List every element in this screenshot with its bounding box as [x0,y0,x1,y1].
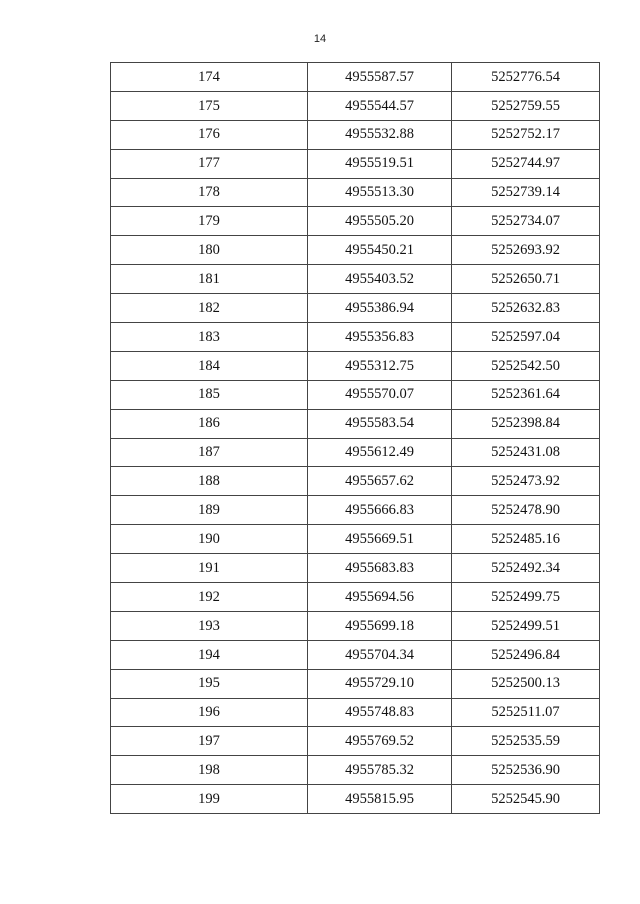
point-number-cell: 184 [111,351,308,380]
y-coordinate-cell: 5252734.07 [452,207,600,236]
y-coordinate-cell: 5252492.34 [452,554,600,583]
y-coordinate-cell: 5252776.54 [452,63,600,92]
y-coordinate-cell: 5252473.92 [452,467,600,496]
table-row [111,669,600,698]
y-coordinate-cell: 5252398.84 [452,409,600,438]
point-number-cell: 197 [111,727,308,756]
y-coordinate-cell: 5252496.84 [452,640,600,669]
x-coordinate-cell: 4955532.88 [308,120,452,149]
point-number-cell: 196 [111,698,308,727]
x-coordinate-cell: 4955785.32 [308,756,452,785]
x-coordinate-cell: 4955699.18 [308,611,452,640]
x-coordinate-cell: 4955544.57 [308,91,452,120]
table-row [111,727,600,756]
table-row [111,265,600,294]
page-number: 14 [313,33,327,45]
point-number-cell: 195 [111,669,308,698]
y-coordinate-cell: 5252542.50 [452,351,600,380]
point-number-cell: 189 [111,496,308,525]
point-number-cell: 192 [111,583,308,612]
point-number-cell: 198 [111,756,308,785]
table-row [111,294,600,323]
point-number-cell: 185 [111,380,308,409]
x-coordinate-cell: 4955657.62 [308,467,452,496]
x-coordinate-cell: 4955513.30 [308,178,452,207]
y-coordinate-cell: 5252752.17 [452,120,600,149]
y-coordinate-cell: 5252361.64 [452,380,600,409]
y-coordinate-cell: 5252650.71 [452,265,600,294]
point-number-cell: 181 [111,265,308,294]
x-coordinate-cell: 4955729.10 [308,669,452,698]
y-coordinate-cell: 5252739.14 [452,178,600,207]
x-coordinate-cell: 4955683.83 [308,554,452,583]
table-row [111,63,600,92]
point-number-cell: 183 [111,323,308,352]
point-number-cell: 179 [111,207,308,236]
x-coordinate-cell: 4955704.34 [308,640,452,669]
x-coordinate-cell: 4955570.07 [308,380,452,409]
x-coordinate-cell: 4955815.95 [308,785,452,814]
x-coordinate-cell: 4955386.94 [308,294,452,323]
x-coordinate-cell: 4955505.20 [308,207,452,236]
x-coordinate-cell: 4955450.21 [308,236,452,265]
x-coordinate-cell: 4955587.57 [308,63,452,92]
point-number-cell: 180 [111,236,308,265]
table-row [111,236,600,265]
table-row [111,611,600,640]
table-row [111,323,600,352]
y-coordinate-cell: 5252499.51 [452,611,600,640]
y-coordinate-cell: 5252597.04 [452,323,600,352]
y-coordinate-cell: 5252759.55 [452,91,600,120]
table-row [111,149,600,178]
table-row [111,756,600,785]
point-number-cell: 188 [111,467,308,496]
point-number-cell: 174 [111,63,308,92]
point-number-cell: 187 [111,438,308,467]
table-row [111,640,600,669]
table-row [111,351,600,380]
point-number-cell: 193 [111,611,308,640]
table-row [111,467,600,496]
x-coordinate-cell: 4955748.83 [308,698,452,727]
y-coordinate-cell: 5252536.90 [452,756,600,785]
coordinates-table [110,62,600,814]
table-row [111,120,600,149]
x-coordinate-cell: 4955669.51 [308,525,452,554]
point-number-cell: 190 [111,525,308,554]
point-number-cell: 176 [111,120,308,149]
coordinates-table-body [111,63,600,814]
table-row [111,438,600,467]
point-number-cell: 175 [111,91,308,120]
y-coordinate-cell: 5252632.83 [452,294,600,323]
y-coordinate-cell: 5252499.75 [452,583,600,612]
table-row [111,207,600,236]
y-coordinate-cell: 5252693.92 [452,236,600,265]
y-coordinate-cell: 5252478.90 [452,496,600,525]
table-row [111,554,600,583]
point-number-cell: 186 [111,409,308,438]
y-coordinate-cell: 5252535.59 [452,727,600,756]
x-coordinate-cell: 4955312.75 [308,351,452,380]
table-row [111,785,600,814]
x-coordinate-cell: 4955694.56 [308,583,452,612]
y-coordinate-cell: 5252511.07 [452,698,600,727]
x-coordinate-cell: 4955666.83 [308,496,452,525]
x-coordinate-cell: 4955403.52 [308,265,452,294]
table-row [111,496,600,525]
table-row [111,178,600,207]
point-number-cell: 182 [111,294,308,323]
x-coordinate-cell: 4955769.52 [308,727,452,756]
x-coordinate-cell: 4955612.49 [308,438,452,467]
y-coordinate-cell: 5252744.97 [452,149,600,178]
point-number-cell: 178 [111,178,308,207]
x-coordinate-cell: 4955356.83 [308,323,452,352]
point-number-cell: 177 [111,149,308,178]
table-row [111,525,600,554]
point-number-cell: 199 [111,785,308,814]
point-number-cell: 191 [111,554,308,583]
x-coordinate-cell: 4955519.51 [308,149,452,178]
table-row [111,698,600,727]
x-coordinate-cell: 4955583.54 [308,409,452,438]
table-row [111,380,600,409]
y-coordinate-cell: 5252545.90 [452,785,600,814]
table-row [111,583,600,612]
y-coordinate-cell: 5252500.13 [452,669,600,698]
table-row [111,409,600,438]
y-coordinate-cell: 5252431.08 [452,438,600,467]
y-coordinate-cell: 5252485.16 [452,525,600,554]
table-row [111,91,600,120]
point-number-cell: 194 [111,640,308,669]
